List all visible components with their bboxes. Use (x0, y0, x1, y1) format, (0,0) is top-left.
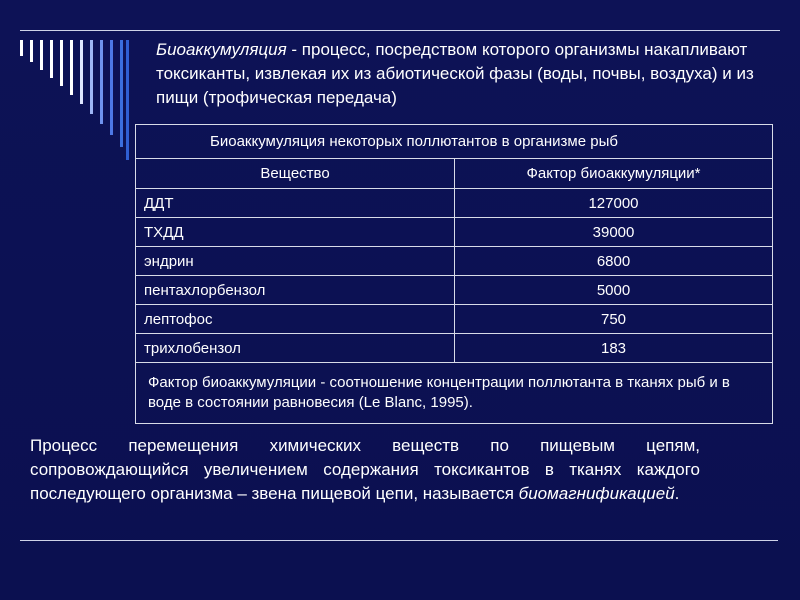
table-row (136, 334, 773, 363)
factor-cell: 6800 (455, 247, 773, 276)
deco-bar (20, 40, 23, 56)
deco-bar (100, 40, 103, 124)
definition-term: Биоаккумуляция (156, 40, 287, 59)
table-row (136, 305, 773, 334)
biomagnification-paragraph (30, 434, 700, 506)
deco-bar (110, 40, 113, 135)
paragraph-end: . (674, 484, 680, 503)
deco-bar (90, 40, 93, 114)
deco-bar (50, 40, 53, 78)
deco-bar (126, 40, 129, 160)
paragraph-body: Процесс перемещения химических веществ по пищевым цепям, сопровождающийся увеличением содержания токсикантов в тканях каждого последующего организма – звена пищевой цепи, называется (30, 436, 700, 503)
bioaccumulation-table (135, 124, 773, 424)
substance-cell: трихлобензол (136, 334, 455, 363)
factor-cell: 127000 (455, 189, 773, 218)
definition-text (156, 38, 756, 110)
decorative-bars (0, 0, 140, 170)
factor-cell: 39000 (455, 218, 773, 247)
table-row (136, 189, 773, 218)
substance-cell: ТХДД (136, 218, 455, 247)
deco-bar (30, 40, 33, 62)
substance-cell: ДДТ (136, 189, 455, 218)
deco-bar (40, 40, 43, 70)
deco-bar (80, 40, 83, 104)
paragraph-term: биомагнификацией (518, 484, 675, 503)
substance-cell: лептофос (136, 305, 455, 334)
substance-cell: эндрин (136, 247, 455, 276)
deco-bar (70, 40, 73, 95)
factor-cell: 5000 (455, 276, 773, 305)
bottom-divider (20, 540, 778, 541)
table-row (136, 247, 773, 276)
table-row (136, 276, 773, 305)
factor-cell: 750 (455, 305, 773, 334)
deco-bar (120, 40, 123, 147)
definition-body: - процесс, посредством которого организмы накапливают токсиканты, извлекая их из абиотической фазы (воды, почвы, воздуха) и из пищи (трофическая передача) (156, 40, 754, 107)
column-header-factor: Фактор биоаккумуляции* (455, 159, 773, 189)
deco-bar (60, 40, 63, 86)
column-header-substance: Вещество (136, 159, 455, 189)
factor-cell: 183 (455, 334, 773, 363)
table-row (136, 218, 773, 247)
table-caption: Биоаккумуляция некоторых поллютантов в организме рыб (136, 125, 773, 159)
substance-cell: пентахлорбензол (136, 276, 455, 305)
table-footnote: Фактор биоаккумуляции - соотношение концентрации поллютанта в тканях рыб и в воде в состоянии равновесия (Le Blanc, 1995). (136, 363, 773, 424)
top-divider (20, 30, 780, 31)
